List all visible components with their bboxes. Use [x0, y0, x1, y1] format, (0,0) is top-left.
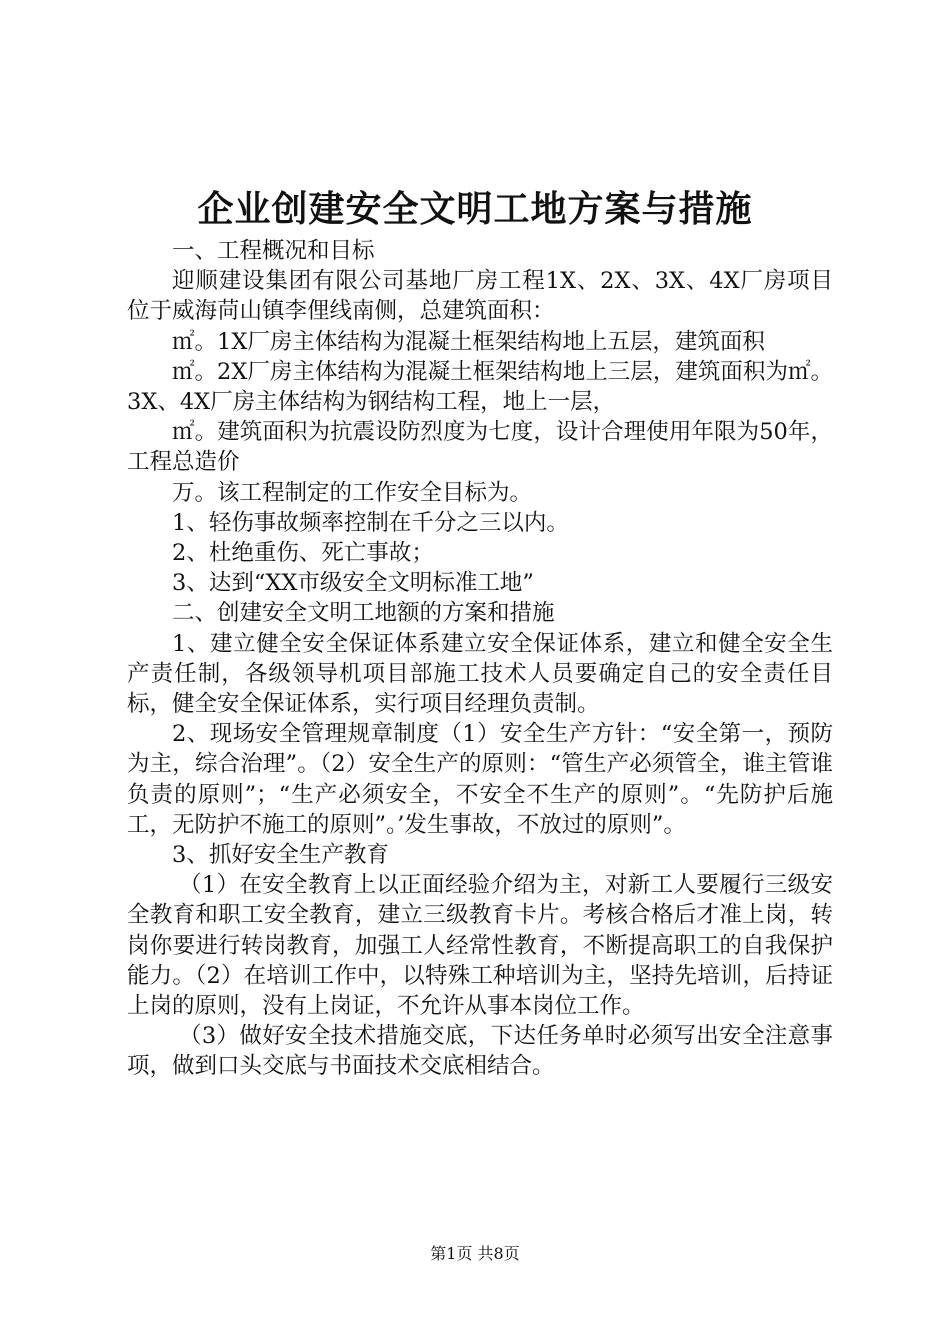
page-footer: 第1页 共8页 — [430, 1244, 520, 1263]
subheading-safety-education: 3、抓好安全生产教育 — [172, 842, 389, 869]
list-item-goal-2: 2、杜绝重伤、死亡事故； — [172, 540, 434, 567]
paragraph-site-rules: 2、现场安全管理规章制度（1）安全生产方针：“安全第一，预防为主，综合治理”。（2）安全生产的原则：“管生产必须管全，谁主管谁负责的原则”；“生产必须安全，不安全不生产的原则”。“先防护后施工，无防护不施工的原则”。’发生事故，不放过的原则”。 — [127, 721, 833, 838]
paragraph-seismic-design: ㎡。建筑面积为抗震设防烈度为七度，设计合理使用年限为50年，工程总造价 — [127, 419, 833, 476]
section-heading-overview: 一、工程概况和目标 — [172, 238, 375, 264]
list-item-goal-3: 3、达到“XX市级安全文明标准工地” — [172, 570, 534, 597]
paragraph-education-details: （1）在安全教育上以正面经验介绍为主，对新工人要履行三级安全教育和职工安全教育，建立三级教育卡片。考核合格后才准上岗，转岗你要进行转岗教育，加强工人经常性教育，不断提高职工的自我保护能力。（2）在培训工作中，以特殊工种培训为主，坚持先培训，后持证上岗的原则，没有上岗证，不允许从事本岗位工作。 — [127, 872, 833, 1020]
list-item-goal-1: 1、轻伤事故频率控制在千分之三以内。 — [172, 509, 569, 536]
document-body — [127, 236, 833, 1082]
paragraph-safety-goal: 万。该工程制定的工作安全目标为。 — [172, 479, 533, 506]
paragraph-safety-system: 1、建立健全安全保证体系建立安全保证体系，建立和健全安全生产责任制，各级领导机项目部施工技术人员要确定自己的安全责任目标，健全安全保证体系，实行项目经理负责制。 — [127, 630, 833, 718]
paragraph-building-1x: ㎡。1X厂房主体结构为混凝土框架结构地上五层，建筑面积 — [172, 328, 765, 355]
paragraph-project-location: 迎顺建设集团有限公司基地厂房工程1X、2X、3X、4X厂房项目位于威海苘山镇李俚线南侧，总建筑面积： — [127, 268, 833, 325]
paragraph-building-2x: ㎡。2X厂房主体结构为混凝土框架结构地上三层，建筑面积为㎡。3X、4X厂房主体结构为钢结构工程，地上一层， — [127, 358, 833, 416]
section-heading-measures: 二、创建安全文明工地额的方案和措施 — [172, 600, 555, 627]
document-title: 企业创建安全文明工地方案与措施 — [197, 188, 753, 230]
paragraph-technical-briefing: （3）做好安全技术措施交底，下达任务单时必须写出安全注意事项，做到口头交底与书面技术交底相结合。 — [127, 1023, 833, 1080]
